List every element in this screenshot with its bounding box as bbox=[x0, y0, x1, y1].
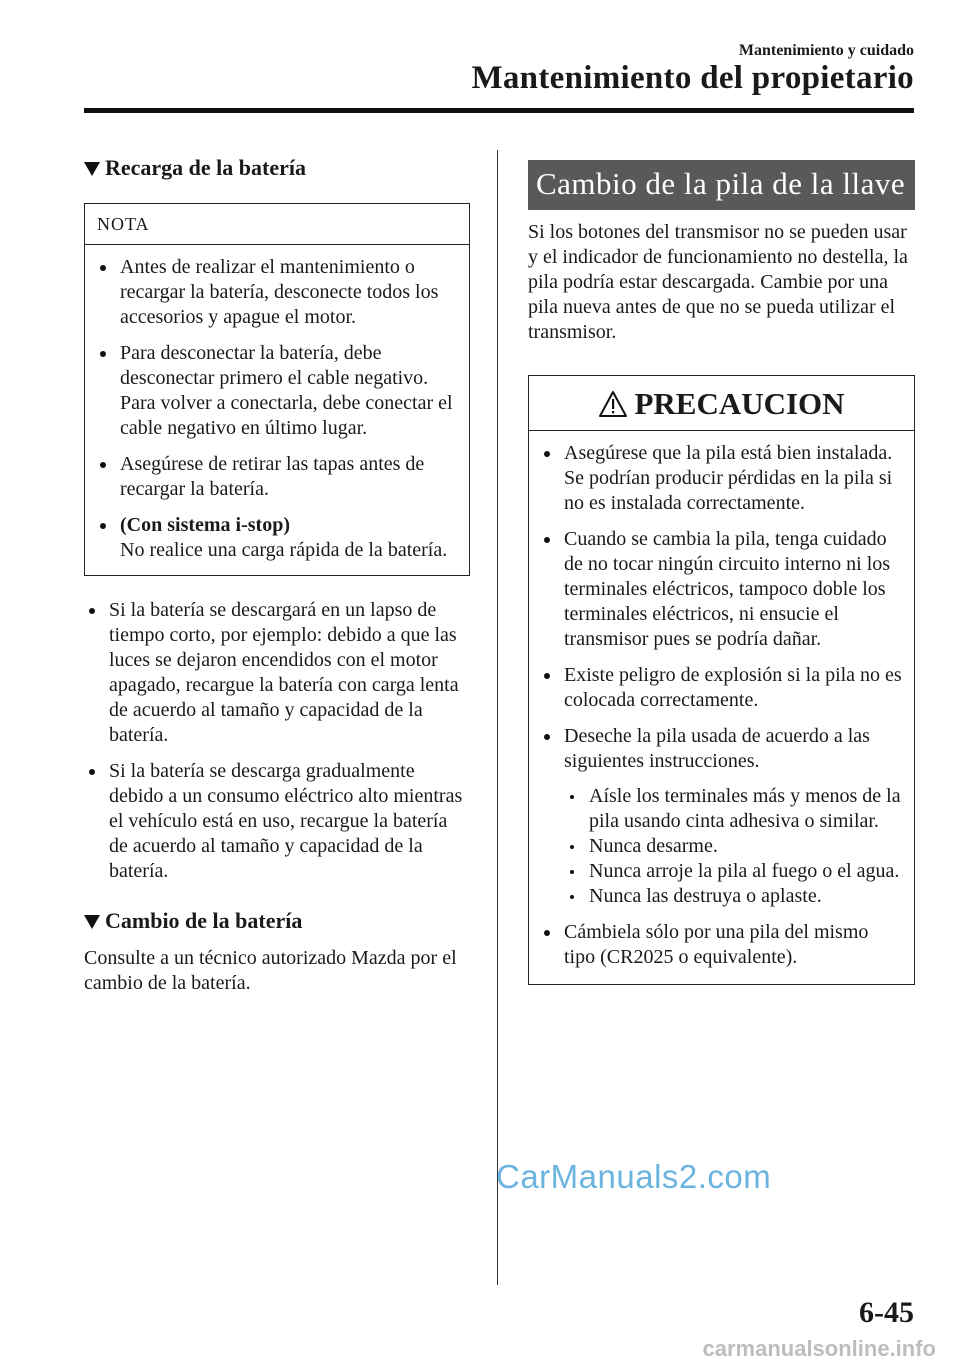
dispose-sublist bbox=[564, 784, 902, 909]
bullet-icon bbox=[544, 451, 550, 457]
nota-label: NOTA bbox=[85, 204, 469, 245]
nota-item: Para desconectar la batería, debe desconectar primero el cable negativo. Para volver a conectarla, debe conectar el cable negativo en último lugar. bbox=[95, 341, 459, 441]
bullet-icon bbox=[544, 930, 550, 936]
right-column bbox=[528, 160, 915, 985]
cambio-text: Consulte a un técnico autorizado Mazda por el cambio de la batería. bbox=[84, 947, 457, 994]
caution-body bbox=[529, 431, 914, 984]
caution-list bbox=[539, 441, 902, 970]
cambio-heading-text: Cambio de la batería bbox=[105, 908, 303, 933]
bullet-icon bbox=[100, 265, 106, 271]
section-banner: Cambio de la pila de la llave bbox=[528, 160, 915, 210]
small-bullet-icon bbox=[570, 895, 574, 899]
nota-item: Antes de realizar el mantenimiento o recargar la batería, desconecte todos los accesorios y apague el motor. bbox=[95, 255, 459, 330]
small-bullet-icon bbox=[570, 795, 574, 799]
bullet-icon bbox=[544, 537, 550, 543]
caution-item: Asegúrese que la pila está bien instalada. Se podrían producir pérdidas en la pila si no es instalada correctamente. bbox=[539, 441, 902, 516]
cambio-heading bbox=[84, 908, 470, 934]
caution-item: Existe peligro de explosión si la pila no es colocada correctamente. bbox=[539, 663, 902, 713]
watermark-logo: CarManuals2.com bbox=[496, 1158, 772, 1195]
istop-title: (Con sistema i-stop) bbox=[120, 514, 290, 536]
small-bullet-icon bbox=[570, 870, 574, 874]
left-column bbox=[84, 155, 470, 996]
triangle-down-icon bbox=[84, 915, 100, 929]
bullet-icon bbox=[89, 608, 95, 614]
nota-item: Asegúrese de retirar las tapas antes de recargar la batería. bbox=[95, 452, 459, 502]
nota-body bbox=[85, 245, 469, 575]
recarga-heading bbox=[84, 155, 470, 181]
caution-header bbox=[529, 376, 914, 431]
intro-text: Si los botones del transmisor no se pueden usar y el indicador de funcionamiento no destella, la pila podría estar descargada. Cambie por una pila nueva antes de que no se pueda utilizar el transmisor. bbox=[528, 221, 908, 343]
small-bullet-icon bbox=[570, 845, 574, 849]
caution-item: Cuando se cambia la pila, tenga cuidado de no tocar ningún circuito interno ni los terminales eléctricos, tampoco doble los terminales eléctricos, ni ensucie el transmisor pues se podría dañar. bbox=[539, 527, 902, 652]
bullet-icon bbox=[100, 462, 106, 468]
sub-item: Nunca arroje la pila al fuego o el agua. bbox=[564, 859, 902, 884]
bullet-icon bbox=[100, 523, 106, 529]
chapter-title: Mantenimiento y cuidado bbox=[738, 42, 914, 59]
bullet-icon bbox=[544, 734, 550, 740]
caution-box bbox=[528, 375, 915, 985]
page-number: 6-45 bbox=[859, 1296, 914, 1329]
nota-list bbox=[95, 255, 459, 563]
warning-triangle-icon bbox=[598, 390, 628, 418]
caution-item: Cámbiela sólo por una pila del mismo tipo (CR2025 o equivalente). bbox=[539, 920, 902, 970]
header-rule bbox=[84, 108, 914, 113]
recarga-item: Si la batería se descargará en un lapso de tiempo corto, por ejemplo: debido a que las luces se dejaron encendidos con el motor apagado, recargue la batería con carga lenta de acuerdo al tamaño y capacidad de la batería. bbox=[84, 598, 470, 748]
recarga-item: Si la batería se descarga gradualmente debido a un consumo eléctrico alto mientras el vehículo está en uso, recargue la batería de acuerdo al tamaño y capacidad de la batería. bbox=[84, 759, 470, 884]
caution-label: PRECAUCION bbox=[634, 386, 845, 421]
column-divider bbox=[497, 150, 498, 1285]
section-title: Mantenimiento del propietario bbox=[471, 60, 914, 96]
bullet-icon bbox=[544, 673, 550, 679]
triangle-down-icon bbox=[84, 162, 100, 176]
istop-text: No realice una carga rápida de la batería. bbox=[120, 539, 448, 561]
sub-item: Nunca las destruya o aplaste. bbox=[564, 884, 902, 909]
bullet-icon bbox=[89, 769, 95, 775]
caution-item-dispose: Deseche la pila usada de acuerdo a las siguientes instrucciones. Aísle los terminales más y menos de la pila usando cinta adhesiva o similar. Nunca desarme. Nunca arroje la pila al fuego o el agua. Nunca las destruya o aplaste. bbox=[539, 724, 902, 909]
recarga-heading-text: Recarga de la batería bbox=[105, 155, 306, 180]
sub-item: Nunca desarme. bbox=[564, 834, 902, 859]
nota-item-istop bbox=[95, 513, 459, 563]
sub-item: Aísle los terminales más y menos de la pila usando cinta adhesiva o similar. bbox=[564, 784, 902, 834]
nota-box bbox=[84, 203, 470, 576]
watermark-corner: carmanualsonline.info bbox=[702, 1336, 936, 1361]
recarga-list bbox=[84, 598, 470, 884]
bullet-icon bbox=[100, 351, 106, 357]
